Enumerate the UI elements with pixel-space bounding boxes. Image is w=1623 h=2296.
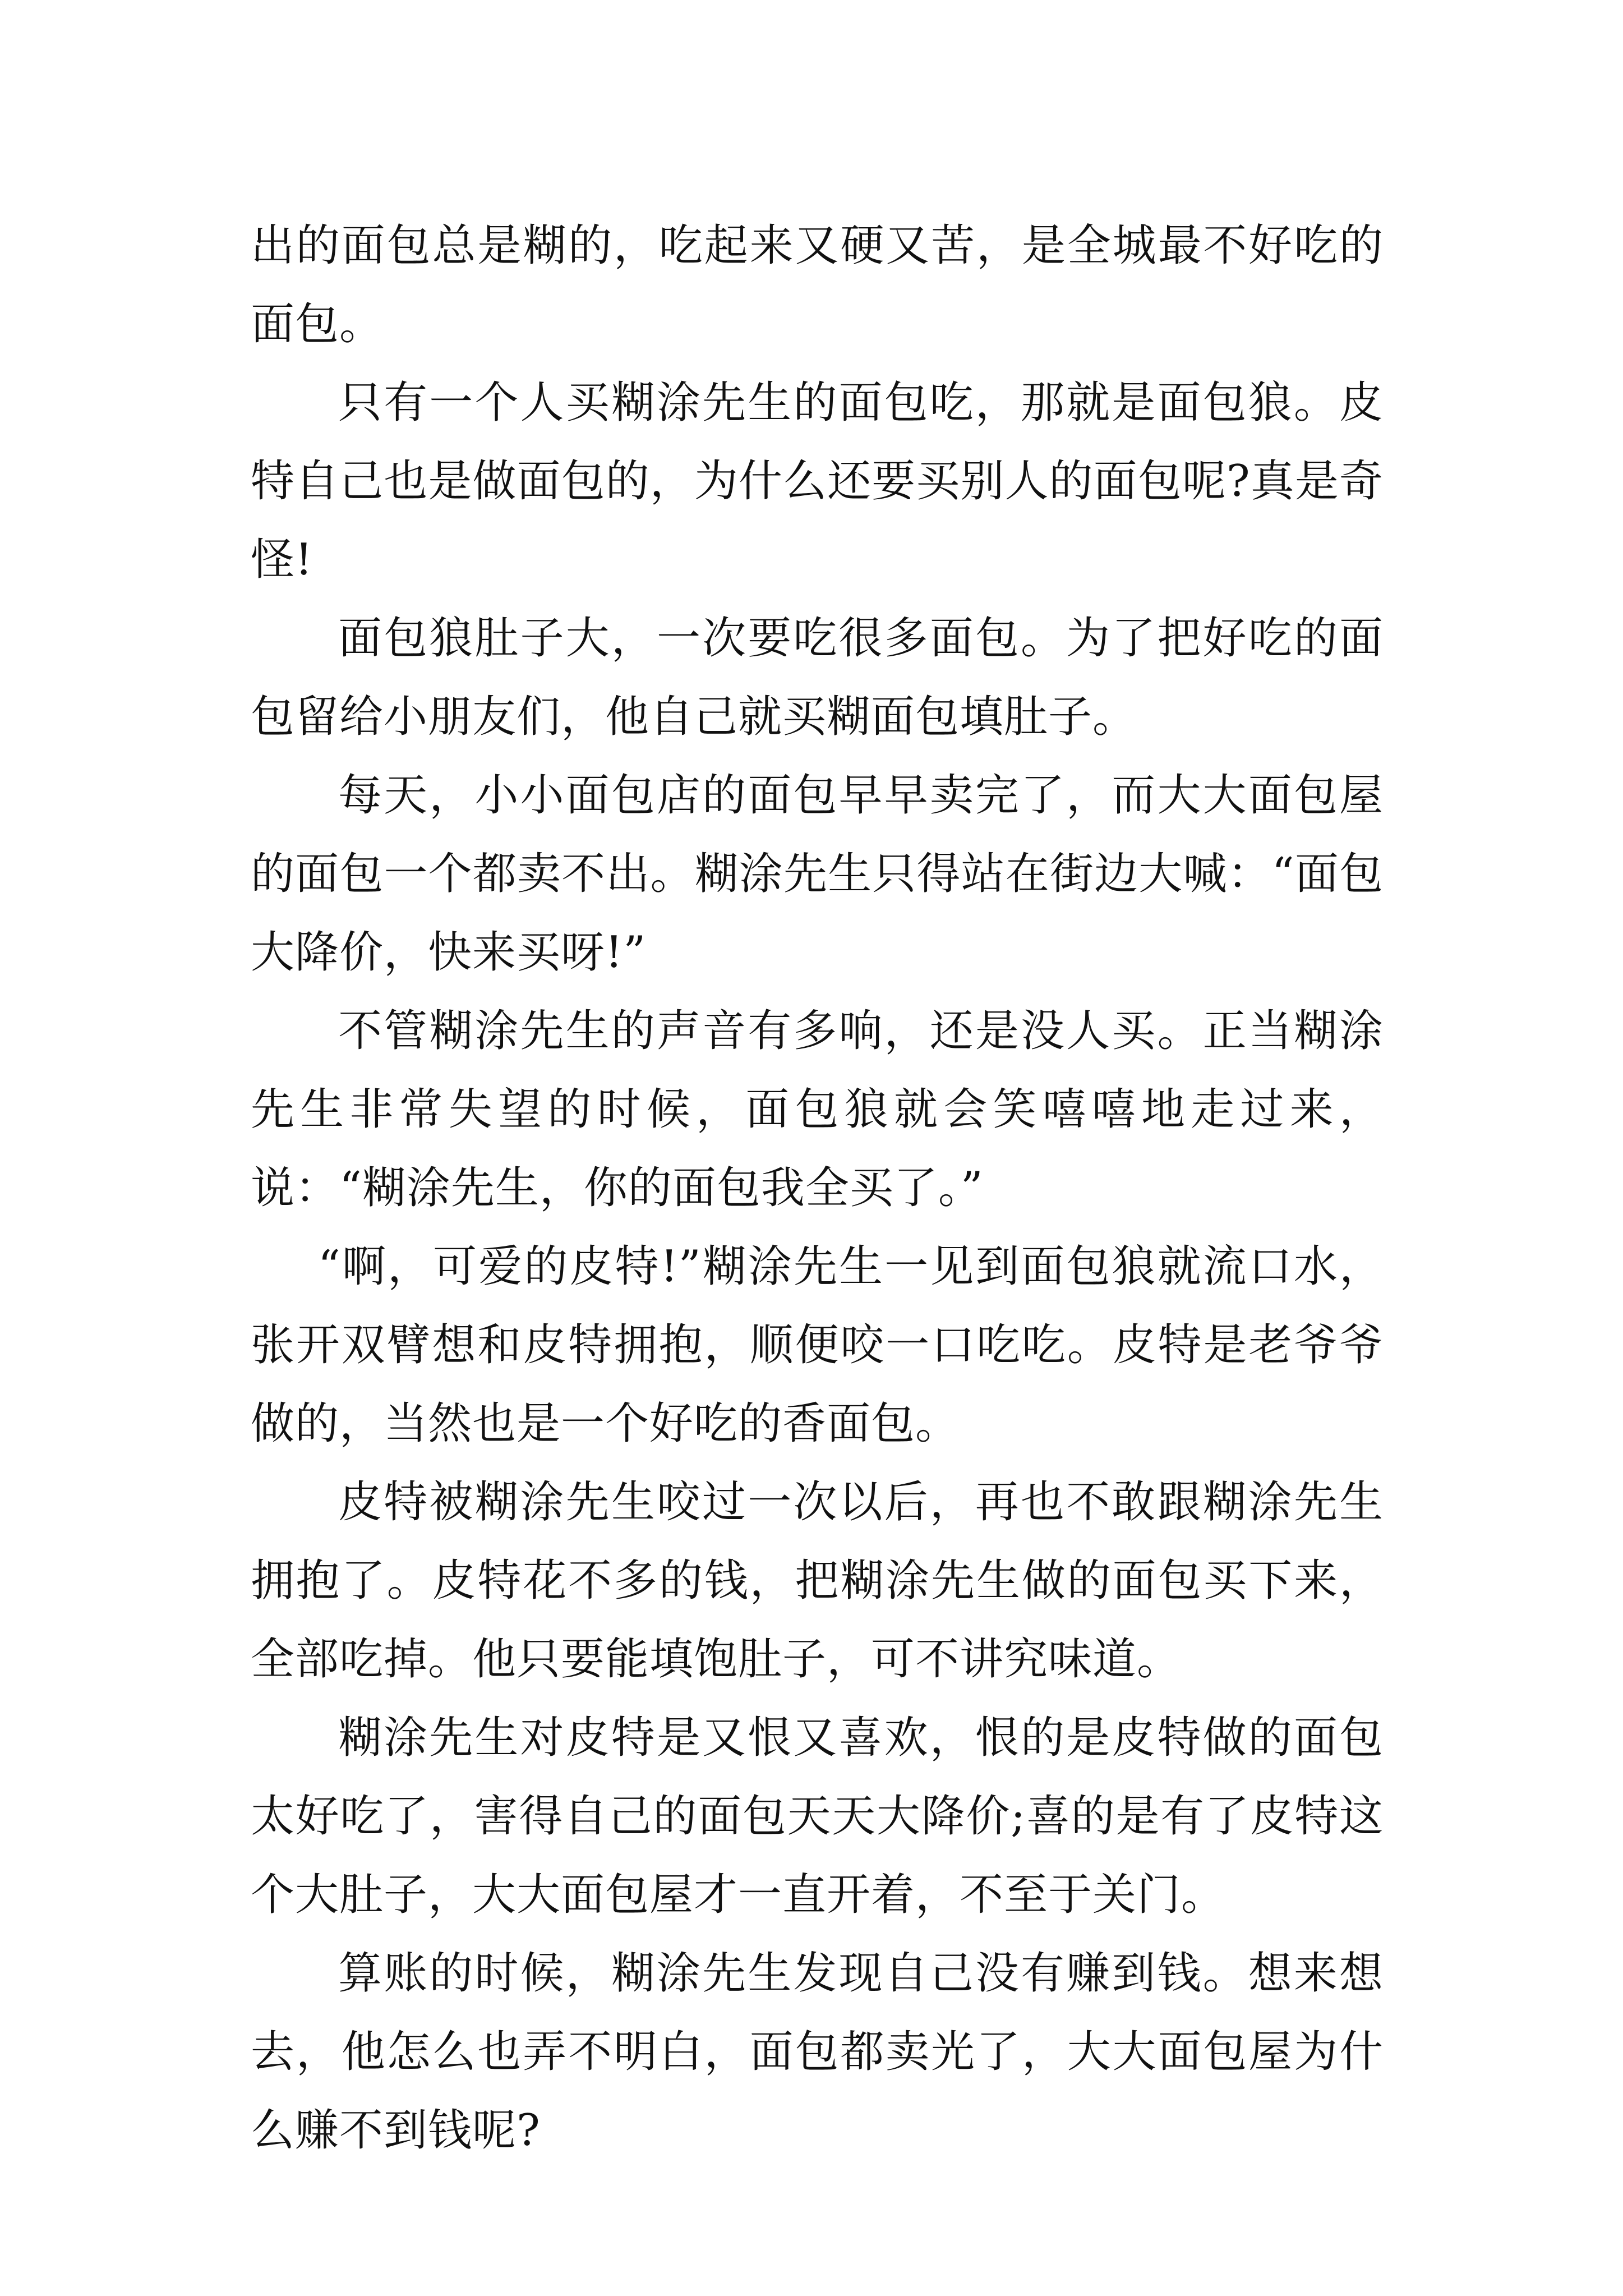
paragraph-5: 不管糊涂先生的声音有多响，还是没人买。正当糊涂先生非常失望的时候，面包狼就会笑嘻嘻地走过来，说：“糊涂先生，你的面包我全买了。” <box>251 1006 1384 1213</box>
paragraph-6: “啊，可爱的皮特!”糊涂先生一见到面包狼就流口水，张开双臂想和皮特拥抱，顺便咬一口吃吃。皮特是老爷爷做的，当然也是一个好吃的香面包。 <box>251 1241 1384 1449</box>
paragraph-8: 糊涂先生对皮特是又恨又喜欢，恨的是皮特做的面包太好吃了，害得自己的面包天天大降价;喜的是有了皮特这个大肚子，大大面包屋才一直开着，不至于关门。 <box>251 1713 1384 1920</box>
body-text <box>251 206 1384 2170</box>
paragraph-2: 只有一个人买糊涂先生的面包吃，那就是面包狼。皮特自己也是做面包的，为什么还要买别人的面包呢?真是奇怪! <box>251 378 1384 585</box>
paragraph-3: 面包狼肚子大，一次要吃很多面包。为了把好吃的面包留给小朋友们，他自己就买糊面包填肚子。 <box>251 613 1384 742</box>
paragraph-1: 出的面包总是糊的，吃起来又硬又苦，是全城最不好吃的面包。 <box>251 220 1384 349</box>
paragraph-4: 每天，小小面包店的面包早早卖完了，而大大面包屋的面包一个都卖不出。糊涂先生只得站在街边大喊：“面包大降价，快来买呀!” <box>251 770 1384 978</box>
paragraph-7: 皮特被糊涂先生咬过一次以后，再也不敢跟糊涂先生拥抱了。皮特花不多的钱，把糊涂先生做的面包买下来，全部吃掉。他只要能填饱肚子，可不讲究味道。 <box>251 1477 1384 1685</box>
paragraph-9: 算账的时候，糊涂先生发现自己没有赚到钱。想来想去，他怎么也弄不明白，面包都卖光了，大大面包屋为什么赚不到钱呢? <box>251 1948 1384 2156</box>
